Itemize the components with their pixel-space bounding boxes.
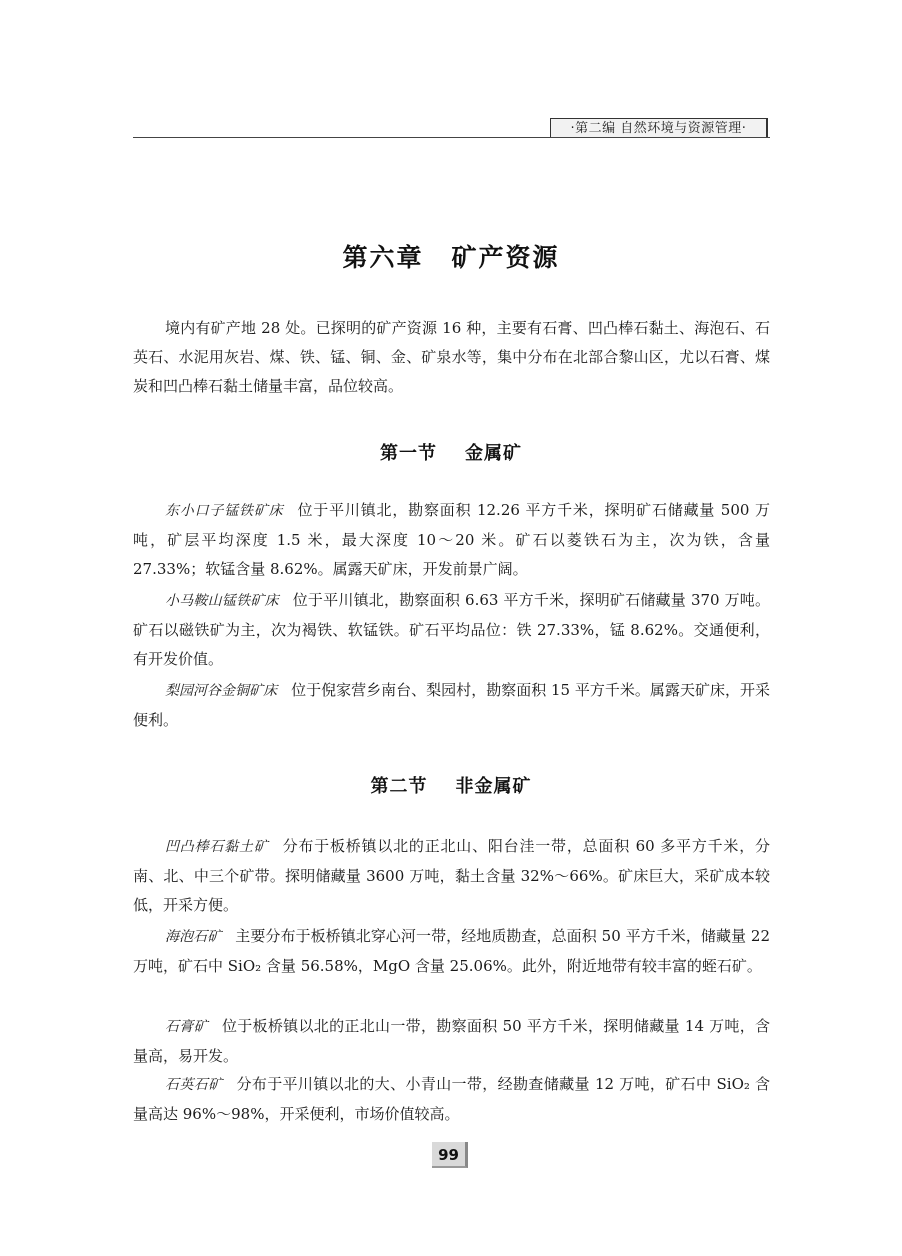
item-term: 凹凸棒石黏土矿 xyxy=(165,839,269,855)
running-header: ·第二编 自然环境与资源管理· xyxy=(550,118,768,137)
section-2-item-2 xyxy=(133,922,770,981)
item-term: 东小口子锰铁矿床 xyxy=(165,503,284,519)
section-1-name: 金属矿 xyxy=(465,443,522,464)
section-1-item-1 xyxy=(133,496,770,584)
section-1-item-3 xyxy=(133,676,770,735)
section-1-item-2 xyxy=(133,586,770,674)
item-text: 位于平川镇北，勘察面积 12.26 平方千米，探明矿石储藏量 500 万吨，矿层平均深度 1.5 米，最大深度 10～20 米。矿石以菱铁石为主，次为铁，含量 27.33%；软锰含量 8.62%。属露天矿床，开发前景广阔。 xyxy=(133,501,770,578)
item-text: 位于倪家营乡南台、梨园村，勘察面积 15 平方千米。属露天矿床，开采便利。 xyxy=(133,681,770,729)
section-1-title xyxy=(0,439,902,465)
chapter-title xyxy=(0,238,902,274)
item-text: 位于平川镇北，勘察面积 6.63 平方千米，探明矿石储藏量 370 万吨。矿石以磁铁矿为主，次为褐铁、软锰铁。矿石平均品位：铁 27.33%，锰 8.62%。交通便利，有开发价值。 xyxy=(133,591,771,668)
item-text: 主要分布于板桥镇北穿心河一带，经地质勘查，总面积 50 平方千米，储藏量 22 万吨，矿石中 SiO₂ 含量 56.58%，MgO 含量 25.06%。此外，附近地带有较丰富的蛭石矿。 xyxy=(133,927,771,975)
item-term: 海泡石矿 xyxy=(165,929,222,945)
chapter-number: 第六章 xyxy=(342,243,424,272)
section-2-number: 第二节 xyxy=(370,776,428,797)
item-term: 石英石矿 xyxy=(165,1077,223,1093)
page-number: 99 xyxy=(432,1142,468,1168)
item-text: 分布于板桥镇以北的正北山、阳台洼一带，总面积 60 多平方千米，分南、北、中三个矿带。探明储藏量 3600 万吨，黏土含量 32%～66%。矿床巨大，采矿成本较低，开采方便。 xyxy=(133,837,770,914)
chapter-name: 矿产资源 xyxy=(451,243,560,272)
section-2-title xyxy=(0,772,902,798)
item-term: 石膏矿 xyxy=(165,1019,208,1035)
section-2-item-4 xyxy=(133,1070,770,1129)
item-term: 小马鞍山锰铁矿床 xyxy=(165,593,279,609)
section-1-number: 第一节 xyxy=(380,443,437,464)
section-2-name: 非金属矿 xyxy=(455,776,532,797)
item-term: 梨园河谷金铜矿床 xyxy=(165,683,278,699)
item-text: 分布于平川镇以北的大、小青山一带，经勘查储藏量 12 万吨，矿石中 SiO₂ 含量高达 96%～98%，开采便利，市场价值较高。 xyxy=(133,1075,771,1123)
item-text: 位于板桥镇以北的正北山一带，勘察面积 50 平方千米，探明储藏量 14 万吨，含量高，易开发。 xyxy=(133,1017,771,1065)
section-2-item-1 xyxy=(133,832,770,920)
section-2-item-3 xyxy=(133,1012,770,1071)
intro-paragraph: 境内有矿产地 28 处。已探明的矿产资源 16 种，主要有石膏、凹凸棒石黏土、海泡石、石英石、水泥用灰岩、煤、铁、锰、铜、金、矿泉水等，集中分布在北部合黎山区，尤以石膏、煤炭和凹凸棒石黏土储量丰富，品位较高。 xyxy=(133,319,770,395)
